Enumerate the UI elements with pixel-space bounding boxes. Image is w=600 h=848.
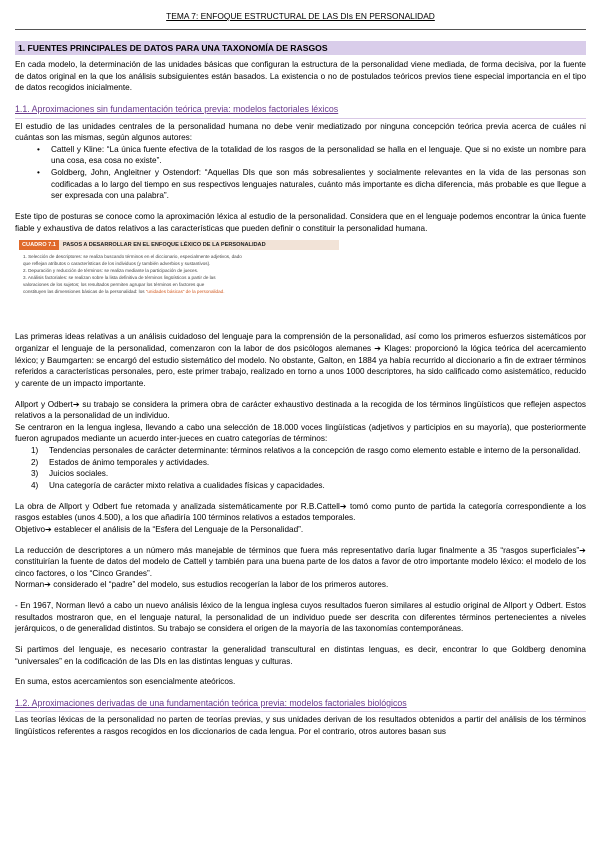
paragraph: Allport y Odbert➔ su trabajo se considera la primera obra de carácter exhaustivo destinada a la recogida de los términos lingüísticos que reflejen aspectos relativos a la personalidad de un individuo. bbox=[15, 399, 586, 421]
list-item: 1) Tendencias personales de carácter determinante: términos relativos a la concepción de rasgo como elemento estable e interno de la personalidad. bbox=[31, 446, 581, 456]
paragraph: En suma, estos acercamientos son esencialmente ateóricos. bbox=[15, 677, 236, 687]
figure-highlight: “unidades básicas” de la personalidad. bbox=[145, 288, 225, 294]
section-1-2-heading-wrap bbox=[15, 697, 586, 712]
section-1-1-heading: 1.1. Aproximaciones sin fundamentación teórica previa: modelos factoriales léxicos bbox=[15, 104, 339, 115]
figure-tag: CUADRO 7.1 bbox=[19, 240, 59, 250]
figure-row: 2. Depuración y reducción de términos: se realiza mediante la participación de jueces. bbox=[23, 268, 199, 274]
figure-box bbox=[19, 240, 339, 322]
paragraph: Se centraron en la lengua inglesa, llevando a cabo una selección de 18.000 voces lingüísticas (adjetivos y participios en su mayoría), que posteriormente fueron agrupados mediante un acuerdo inter-jueces en cuatro categorías de términos: bbox=[15, 422, 586, 444]
figure-caption-bar bbox=[19, 240, 339, 250]
title-divider bbox=[15, 29, 586, 30]
paragraph: Norman➔ considerado el “padre” del modelo, sus estudios recogerían la labor de los primeros autores. bbox=[15, 580, 389, 590]
paragraph: Objetivo➔ establecer el análisis de la “Esfera del Lenguaje de la Personalidad”. bbox=[15, 524, 304, 534]
document-title: TEMA 7: ENFOQUE ESTRUCTURAL DE LAS DIs EN PERSONALIDAD bbox=[166, 11, 435, 21]
section-1-2-heading: 1.2. Aproximaciones derivadas de una fundamentación teórica previa: modelos factoriales biológicos bbox=[15, 697, 407, 708]
figure-row: que reflejan atributos o características de los individuos (y también adverbios y sustantivos). bbox=[23, 261, 211, 267]
quote-list bbox=[15, 144, 586, 202]
section-1-intro: En cada modelo, la determinación de las unidades básicas que configuran la estructura de la personalidad viene mediada, de forma decisiva, por la fuente de datos original en la que los análisis subsiguientes están basados. La existencia o no de postulados teóricos previos tiene especial importancia en el tipo de datos recogidos inicialmente. bbox=[15, 60, 586, 93]
list-item: • Goldberg, John, Angleitner y Ostendorf: “Aquellas DIs que son más sobresalientes y socialmente relevantes en la vida de las personas son codificadas a lo largo del tiempo en sus respectivos lenguajes naturales, cuánto más importante es dicha diferencia, más probable es que llegue a ser expresada con una palabra”. bbox=[51, 167, 586, 202]
paragraph: El estudio de las unidades centrales de la personalidad humana no debe venir mediatizado por ninguna concepción teórica previa acerca de cuáles ni cuántas son las mismas, según algunos autores: bbox=[15, 121, 586, 143]
figure-rows bbox=[19, 250, 339, 295]
figure-row: 3. Análisis factoriales: se realizan sobre la lista definitiva de términos lingüísticos a partir de las bbox=[23, 274, 216, 280]
paragraph: Las primeras ideas relativas a un análisis cuidadoso del lenguaje para la comprensión de la personalidad, así como los primeros esfuerzos sistemáticos por organizar el lenguaje de la personalidad, comenzaron con la labor de dos psicólogos alemanes ➔ Klages: proporcionó la lógica teórica del acercamiento léxico; y Baumgarten: se encargó del estudio sistemático del modelo. No obstante, Galton, en 1884 ya había recurrido al diccionario a fin de extraer términos referidos a características personales, pero, este primer trabajo, realizado en torno a unos 1000 descriptores, ha sido calificado como asistemático, reducido y carente de un impacto importante. bbox=[15, 332, 586, 388]
list-item: 2) Estados de ánimo temporales y actividades. bbox=[31, 457, 210, 467]
section-1-1-heading-wrap bbox=[15, 103, 586, 118]
category-list bbox=[15, 445, 586, 492]
figure-row: 1. Selección de descriptores: se realiza buscando términos en el diccionario, especialmente adjetivos, dado bbox=[23, 254, 242, 260]
paragraph: La obra de Allport y Odbert fue retomada y analizada sistemáticamente por R.B.Cattell➔ tomó como punto de partida la categoría correspondiente a los rasgos estables (unos 4.500), a los que añadiría 100 términos relativos a estados temporales. bbox=[15, 501, 586, 523]
paragraph: Este tipo de posturas se conoce como la aproximación léxica al estudio de la personalidad. Considera que en el lenguaje podemos encontrar la única fuente fiable y exhaustiva de datos relativos a las características que pueden definir o constituir la personalidad humana. bbox=[15, 212, 586, 233]
figure-caption: PASOS A DESARROLLAR EN EL ENFOQUE LÉXICO DE LA PERSONALIDAD bbox=[62, 242, 266, 249]
list-item: • Cattell y Kline: “La única fuente efectiva de la totalidad de los rasgos de la personalidad se halla en el lenguaje. Que si no existe un nombre para una cosa, esa cosa no existe”. bbox=[51, 144, 586, 167]
list-item: 4) Una categoría de carácter mixto relativa a cualidades físicas y capacidades. bbox=[31, 480, 325, 490]
figure-row: valoraciones de los sujetos; los resultados permiten agrupar los términos en factores que bbox=[23, 281, 205, 287]
paragraph: - En 1967, Norman llevó a cabo un nuevo análisis léxico de la lengua inglesa cuyos resultados fueron similares al estudio original de Allport y Odbert. Estos resultados mostraron que, en el lenguaje natural, la personalidad de un individuo puede ser descrita con diferentes términos pertenecientes a niveles jerárquicos, o de generalidad distintos. Su trabajo se considera el origen de la mayoría de las taxonomías contemporáneas. bbox=[15, 601, 586, 634]
paragraph: Si partimos del lenguaje, es necesario contrastar la generalidad transcultural en distintas lenguas, es decir, encontrar lo que Goldberg denomina “universales” en la codificación de las DIs en las distintas lenguas y culturas. bbox=[15, 645, 586, 666]
paragraph: La reducción de descriptores a un número más manejable de términos que fuera más representativo daría lugar finalmente a 35 “rasgos superficiales”➔ constituirían la fuente de datos del modelo de Cattell y también para una buena parte de los datos a favor de otro importante modelo léxico: el modelo de los cinco factores, o los “Cinco Grandes”. bbox=[15, 545, 586, 578]
list-item: 3) Juicios sociales. bbox=[31, 469, 109, 479]
figure-row: constituyen las dimensiones básicas de la personalidad: los “unidades básicas” de la personalidad. bbox=[23, 288, 225, 294]
section-1-heading: 1. FUENTES PRINCIPALES DE DATOS PARA UNA TAXONOMÍA DE RASGOS bbox=[15, 41, 586, 55]
paragraph: Las teorías léxicas de la personalidad no parten de teorías previas, y sus unidades derivan de los resultados obtenidos a partir del análisis de los términos lingüísticos referentes a rasgos recogidos en los diccionarios de cada lengua. Por el contrario, otros autores basan sus bbox=[15, 715, 586, 737]
